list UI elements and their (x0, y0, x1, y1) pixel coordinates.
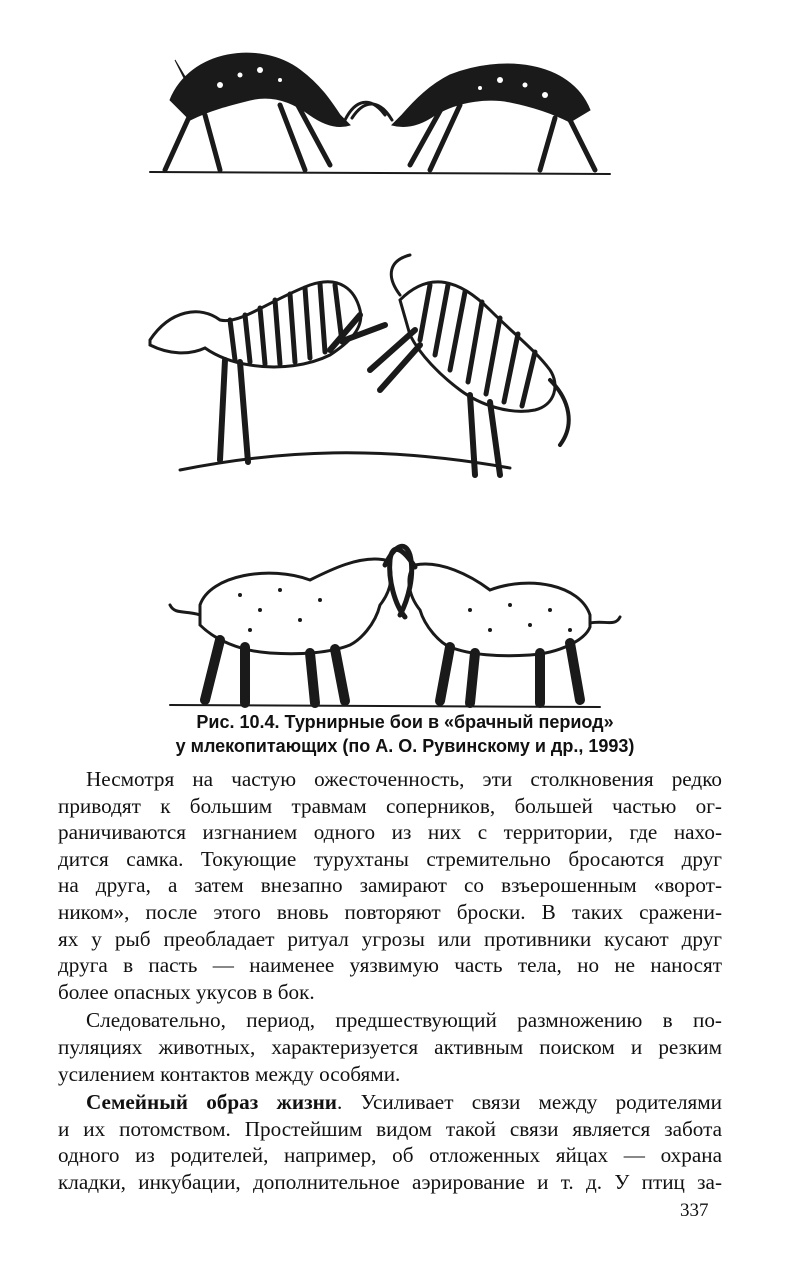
antelopes-illustration (130, 30, 630, 180)
section-lead: Семейный образ жизни (86, 1090, 338, 1115)
text-line (58, 1089, 722, 1116)
text-line: ях у рыб преобладает ритуал угрозы или противники кусают друг (58, 926, 722, 951)
figure-caption (60, 710, 750, 758)
text-line: на друга, а затем внезапно замирают со взъерошенным «ворот- (58, 873, 722, 898)
paragraph-3 (58, 1089, 722, 1195)
figure (130, 20, 630, 710)
zebras-illustration (130, 230, 630, 500)
text-line: пуляциях животных, характеризуется активным поиском и резким (58, 1034, 722, 1059)
elephants-illustration (130, 535, 630, 710)
text-line: усилением контактов между особями. (58, 1061, 401, 1086)
paragraph-1 (58, 766, 722, 1005)
page-number: 337 (680, 1200, 709, 1221)
text-line: кладки, инкубации, дополнительное аэрирование и т. д. У птиц за- (58, 1169, 722, 1194)
caption-line-1: Рис. 10.4. Турнирные бои в «брачный период» (196, 712, 614, 732)
body-text (58, 766, 722, 1196)
text-line: приводят к большим травмам соперников, большей частью ог- (58, 793, 722, 818)
text-line: и их потомством. Простейшим видом такой связи является забота (58, 1116, 722, 1141)
text-line: более опасных укусов в бок. (58, 979, 315, 1004)
text-line: раничиваются изгнанием одного из них с территории, где нахо- (58, 820, 722, 845)
text-fragment: . Усиливает связи между родителями (337, 1090, 723, 1115)
text-line: Несмотря на частую ожесточенность, эти столкновения редко (86, 767, 722, 791)
text-line: Следовательно, период, предшествующий размножению в по- (86, 1008, 722, 1033)
text-line: друга в пасть — наименее уязвимую часть тела, но не наносят (58, 953, 722, 978)
caption-line-2: у млекопитающих (по А. О. Рувинскому и др., 1993) (175, 736, 635, 756)
text-line: ником», после этого вновь повторяют броски. В таких сражени- (58, 899, 722, 924)
text-line: дится самка. Токующие турухтаны стремительно бросаются друг (58, 846, 722, 871)
paragraph-2 (58, 1007, 722, 1087)
text-line: одного из родителей, например, об отложенных яйцах — охрана (58, 1143, 722, 1168)
